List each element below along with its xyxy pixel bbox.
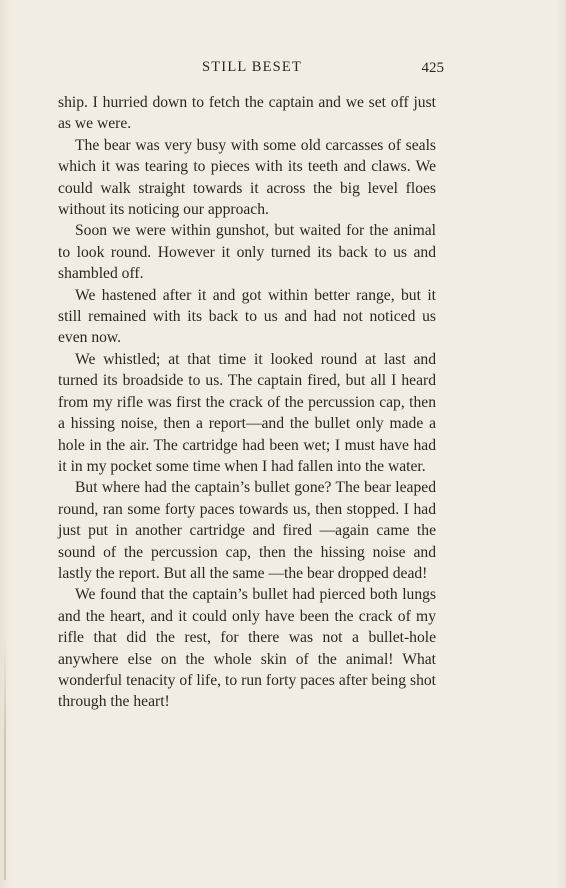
page-header: [58, 59, 446, 79]
paragraph-3: Soon we were within gunshot, but waited for the animal to look round. However it only turned its back to us and shambled off.: [58, 222, 436, 283]
paragraph-4: We hastened after it and got within better range, but it still remained with its back to us and had not noticed us even now.: [58, 286, 436, 347]
paragraph-1: ship. I hurried down to fetch the captain and we set off just as we were.: [58, 94, 436, 133]
page-number: 425: [421, 60, 444, 76]
running-title: STILL BESET: [201, 59, 303, 75]
body-text: [58, 92, 436, 713]
paragraph-7: We found that the captain’s bullet had pierced both lungs and the heart, and it could only have been the crack of my rifle that did the rest, for there was not a bullet-hole anywhere else on the whole skin of the animal! What wonderful tenacity of life, to run forty paces after being shot through the heart!: [58, 586, 436, 711]
paragraph-6: But where had the captain’s bullet gone? The bear leaped round, ran some forty paces towards us, then stopped. I had just put in another cartridge and fired —again came the sound of the percussion cap, then the hissing noise and lastly the report. But all the same —the bear dropped dead!: [58, 479, 436, 582]
paragraph-2: The bear was very busy with some old carcasses of seals which it was tearing to pieces with its teeth and claws. We could walk straight towards it across the big level floes without its noticing our approach.: [58, 136, 436, 219]
paragraph-5: We whistled; at that time it looked round at last and turned its broadside to us. The captain fired, but all I heard from my rifle was first the crack of the percussion cap, then a hissing noise, then a report—and the bullet only made a hole in the air. The cartridge had been wet; I must have had it in my pocket some time when I had fallen into the water.: [58, 350, 436, 475]
page-edge-shadow: [4, 640, 6, 880]
